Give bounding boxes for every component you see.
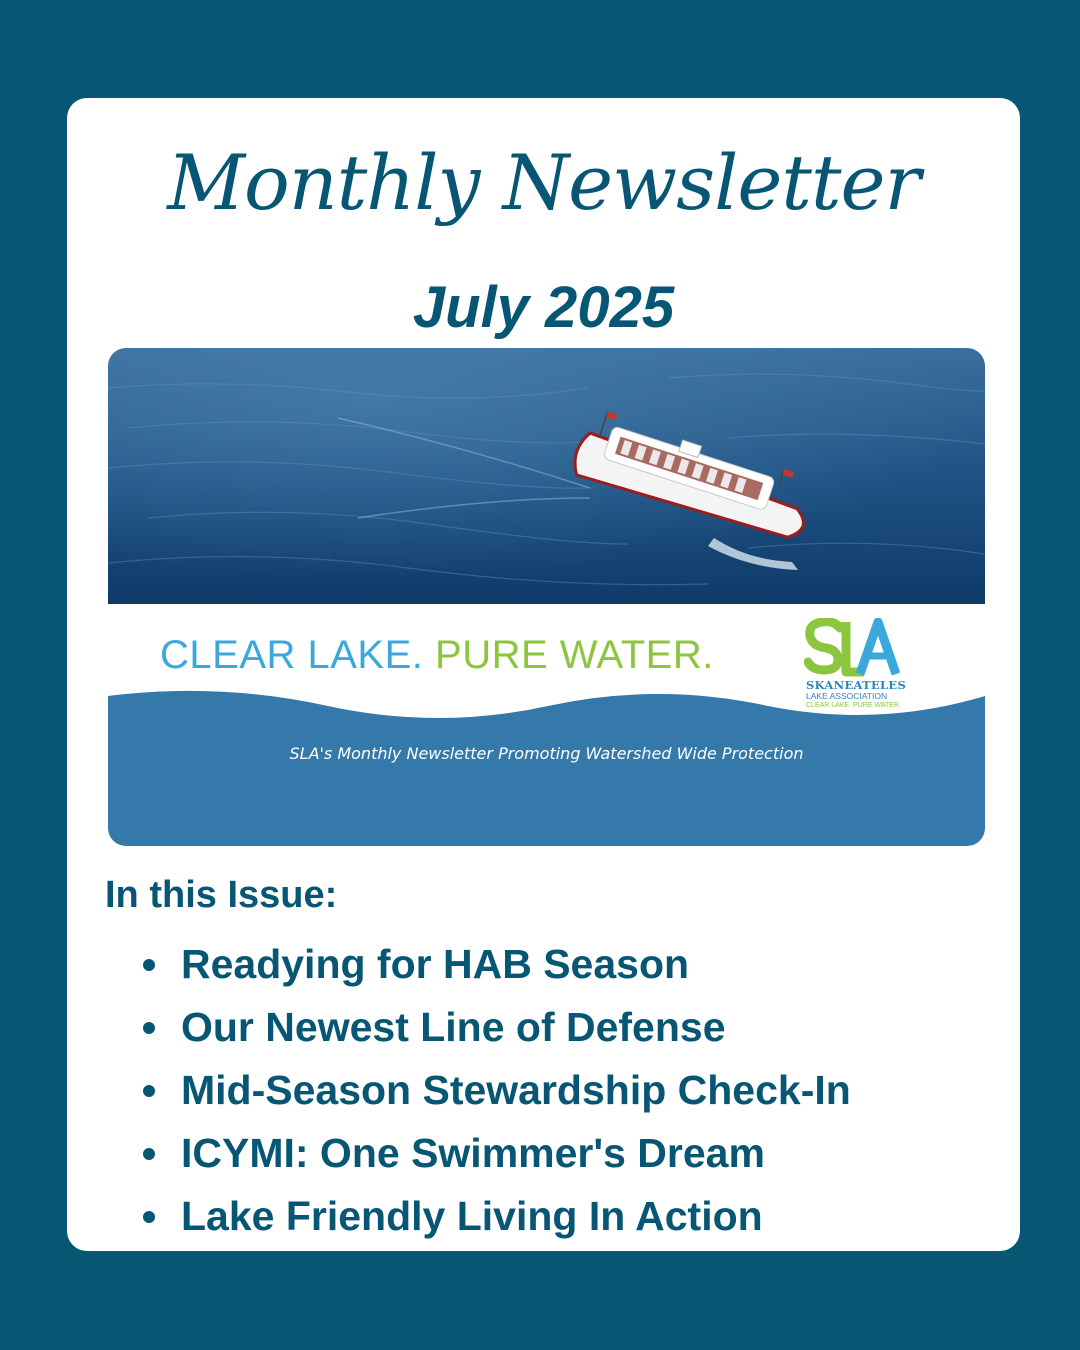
issue-list — [143, 933, 851, 1248]
sla-logo-tagline: CLEAR LAKE. PURE WATER. — [806, 702, 901, 709]
issue-item-hab-season: Readying for HAB Season — [143, 933, 851, 996]
newsletter-card — [67, 98, 1020, 1251]
issue-item-lake-friendly: Lake Friendly Living In Action — [143, 1185, 851, 1248]
sla-logo-icon — [804, 618, 900, 678]
sla-logo-name: SKANEATELES — [806, 678, 907, 692]
slogan — [160, 632, 714, 678]
issue-heading: In this Issue: — [105, 874, 338, 916]
tour-boat-photo — [108, 348, 985, 604]
issue-item-stewardship: Mid-Season Stewardship Check-In — [143, 1059, 851, 1122]
banner-tagline: SLA's Monthly Newsletter Promoting Watershed Wide Protection — [289, 744, 804, 763]
sla-logo-subtitle: LAKE ASSOCIATION — [806, 691, 888, 701]
newsletter-date: July 2025 — [412, 275, 675, 340]
newsletter-title: Monthly Newsletter — [167, 138, 920, 227]
wave-band — [108, 688, 985, 846]
issue-item-swimmers-dream: ICYMI: One Swimmer's Dream — [143, 1122, 851, 1185]
slogan-clear-lake: CLEAR LAKE. — [160, 633, 424, 677]
issue-item-line-of-defense: Our Newest Line of Defense — [143, 996, 851, 1059]
newsletter-banner — [108, 348, 985, 846]
slogan-pure-water: PURE WATER. — [435, 633, 714, 677]
